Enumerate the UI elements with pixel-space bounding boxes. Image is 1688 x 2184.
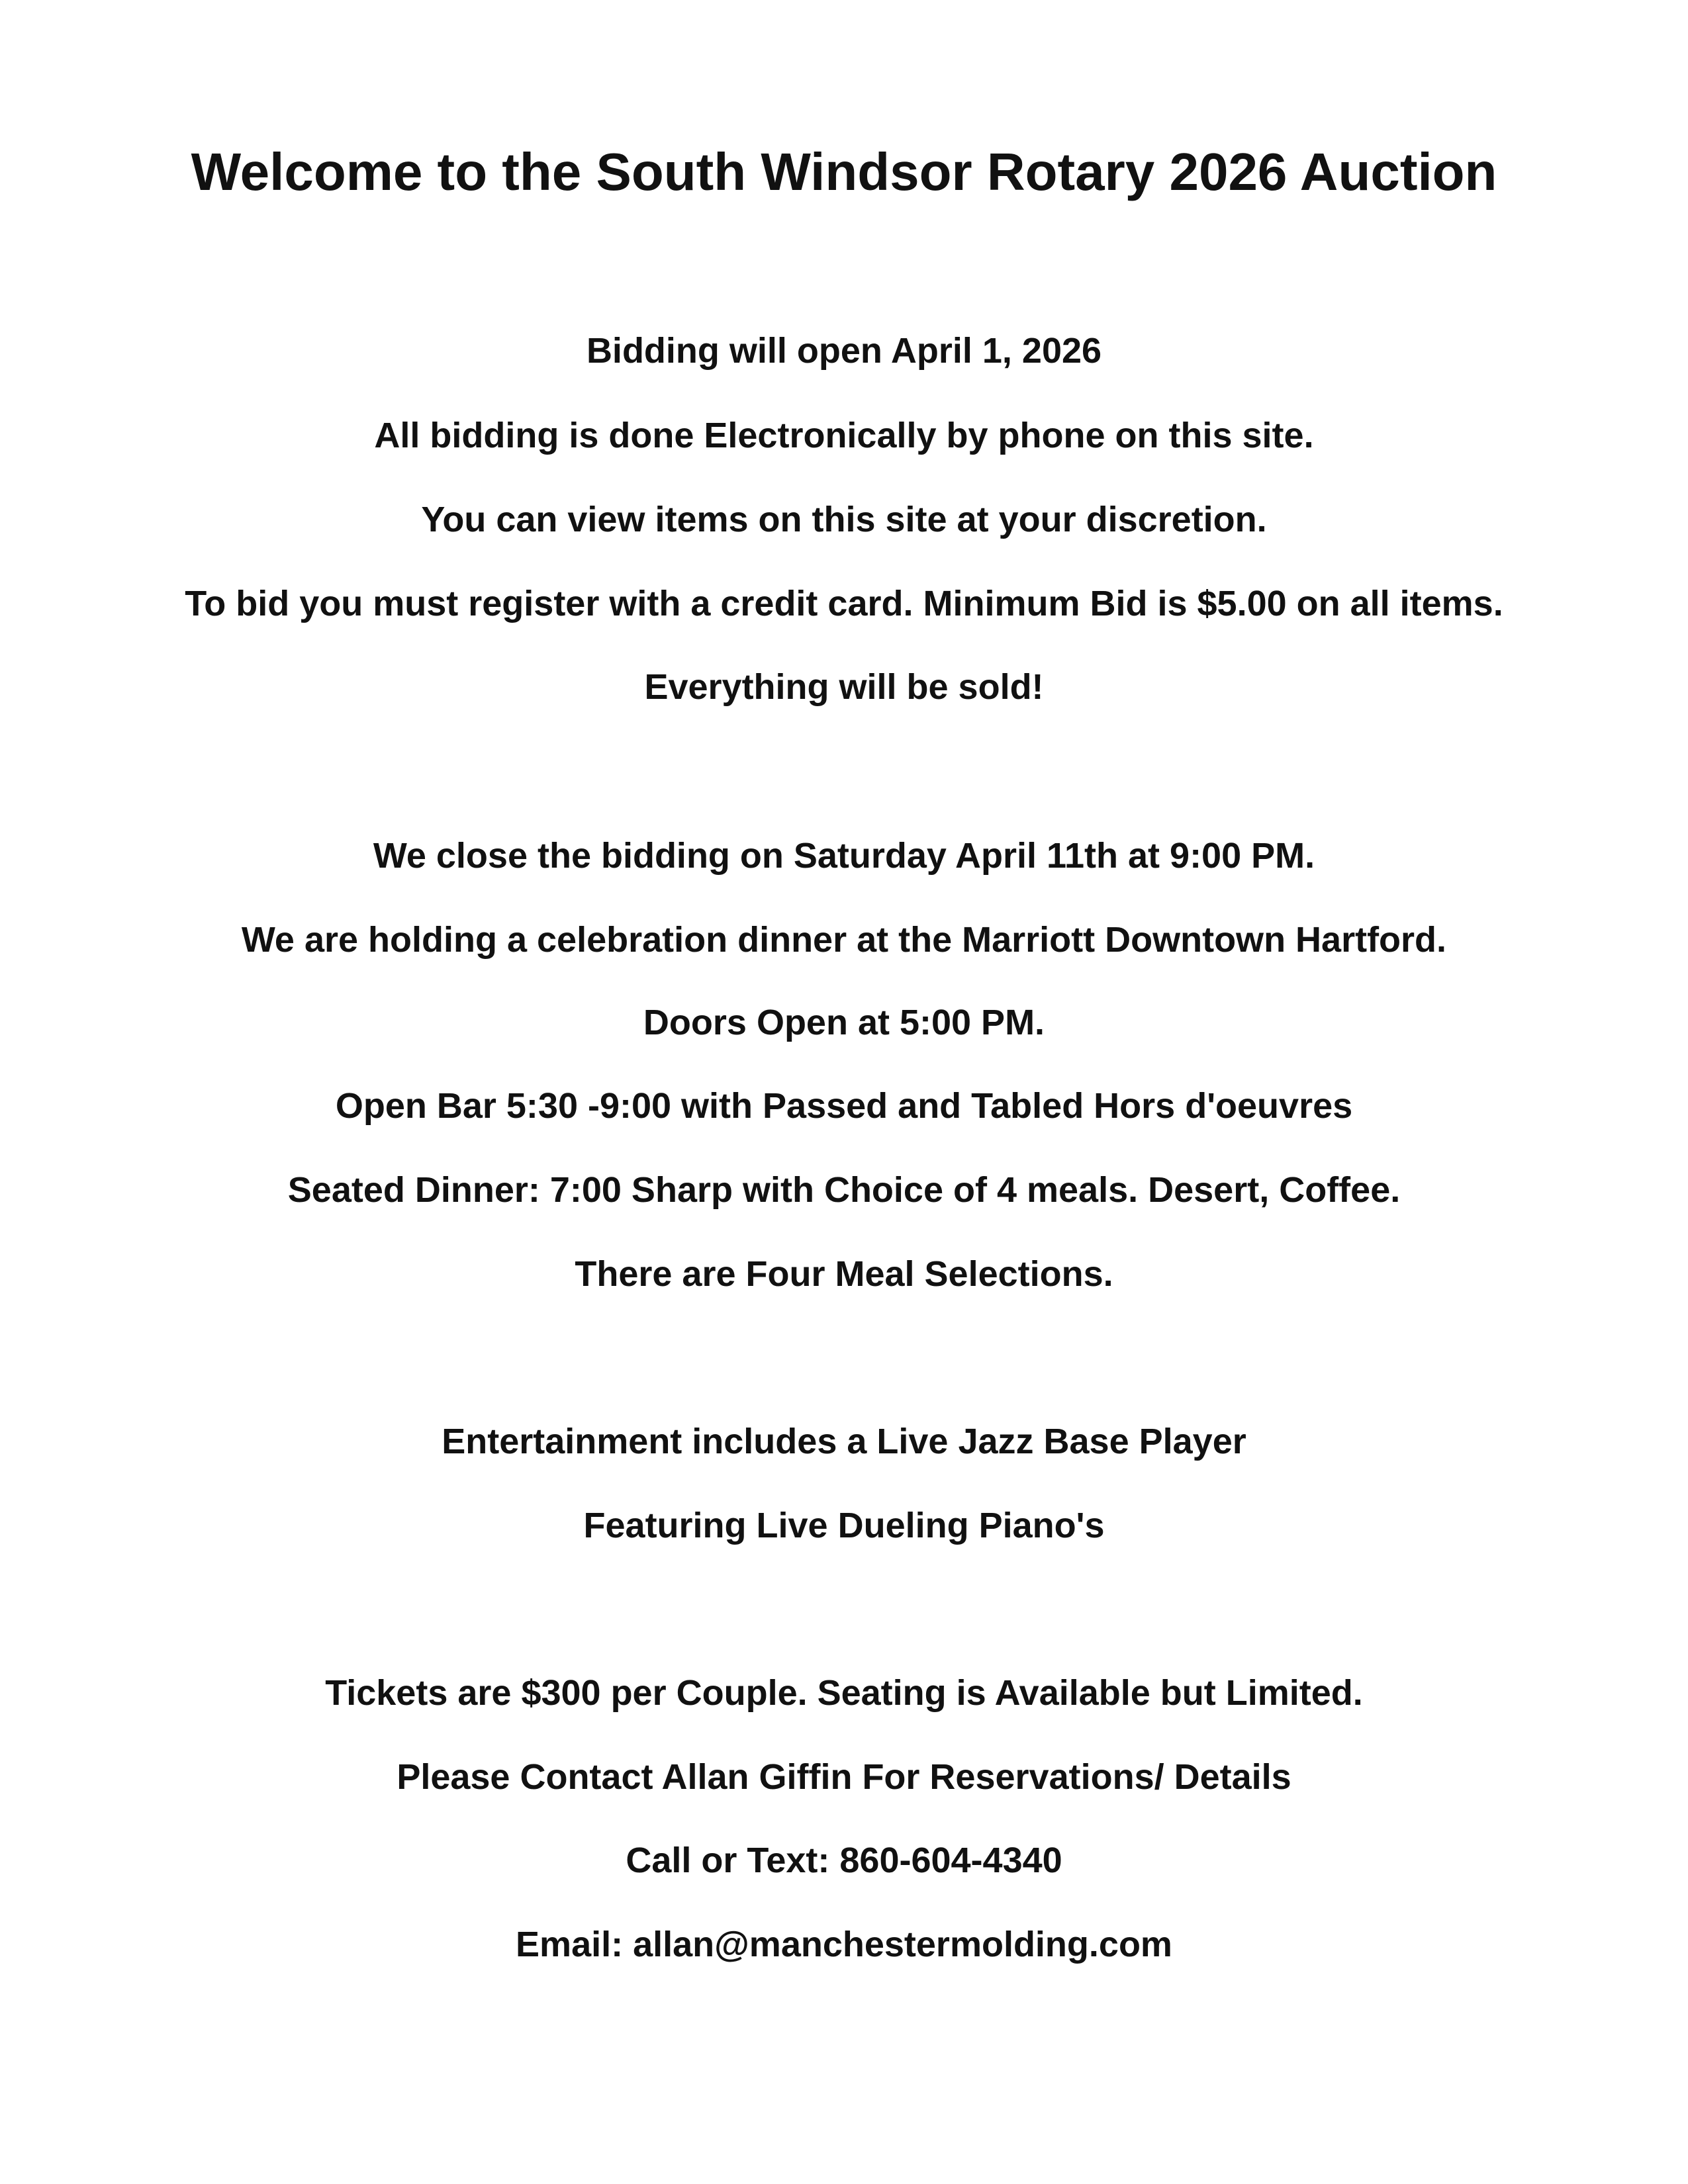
event-dinner: We are holding a celebration dinner at the Marriott Downtown Hartford. bbox=[241, 920, 1447, 960]
bidding-sold: Everything will be sold! bbox=[644, 667, 1044, 707]
bidding-register: To bid you must register with a credit card. Minimum Bid is $5.00 on all items. bbox=[185, 584, 1503, 623]
page-title: Welcome to the South Windsor Rotary 2026 Auction bbox=[191, 142, 1497, 201]
entertainment-pianos: Featuring Live Dueling Piano's bbox=[583, 1506, 1105, 1545]
bidding-open-date: Bidding will open April 1, 2026 bbox=[586, 331, 1102, 371]
event-meals: There are Four Meal Selections. bbox=[575, 1254, 1113, 1294]
contact-phone: Call or Text: 860-604-4340 bbox=[626, 1841, 1062, 1880]
event-bar: Open Bar 5:30 -9:00 with Passed and Tabled Hors d'oeuvres bbox=[335, 1086, 1353, 1126]
entertainment-jazz: Entertainment includes a Live Jazz Base Player bbox=[442, 1422, 1246, 1461]
event-doors: Doors Open at 5:00 PM. bbox=[643, 1003, 1045, 1042]
event-seated: Seated Dinner: 7:00 Sharp with Choice of 4 meals. Desert, Coffee. bbox=[287, 1170, 1401, 1210]
contact-email: Email: allan@manchestermolding.com bbox=[516, 1925, 1172, 1964]
event-close: We close the bidding on Saturday April 11th at 9:00 PM. bbox=[373, 836, 1315, 876]
bidding-view-items: You can view items on this site at your discretion. bbox=[421, 500, 1267, 539]
tickets-contact: Please Contact Allan Giffin For Reservations/ Details bbox=[397, 1757, 1291, 1797]
tickets-price: Tickets are $300 per Couple. Seating is Available but Limited. bbox=[325, 1673, 1363, 1713]
bidding-electronic: All bidding is done Electronically by phone on this site. bbox=[374, 416, 1314, 455]
